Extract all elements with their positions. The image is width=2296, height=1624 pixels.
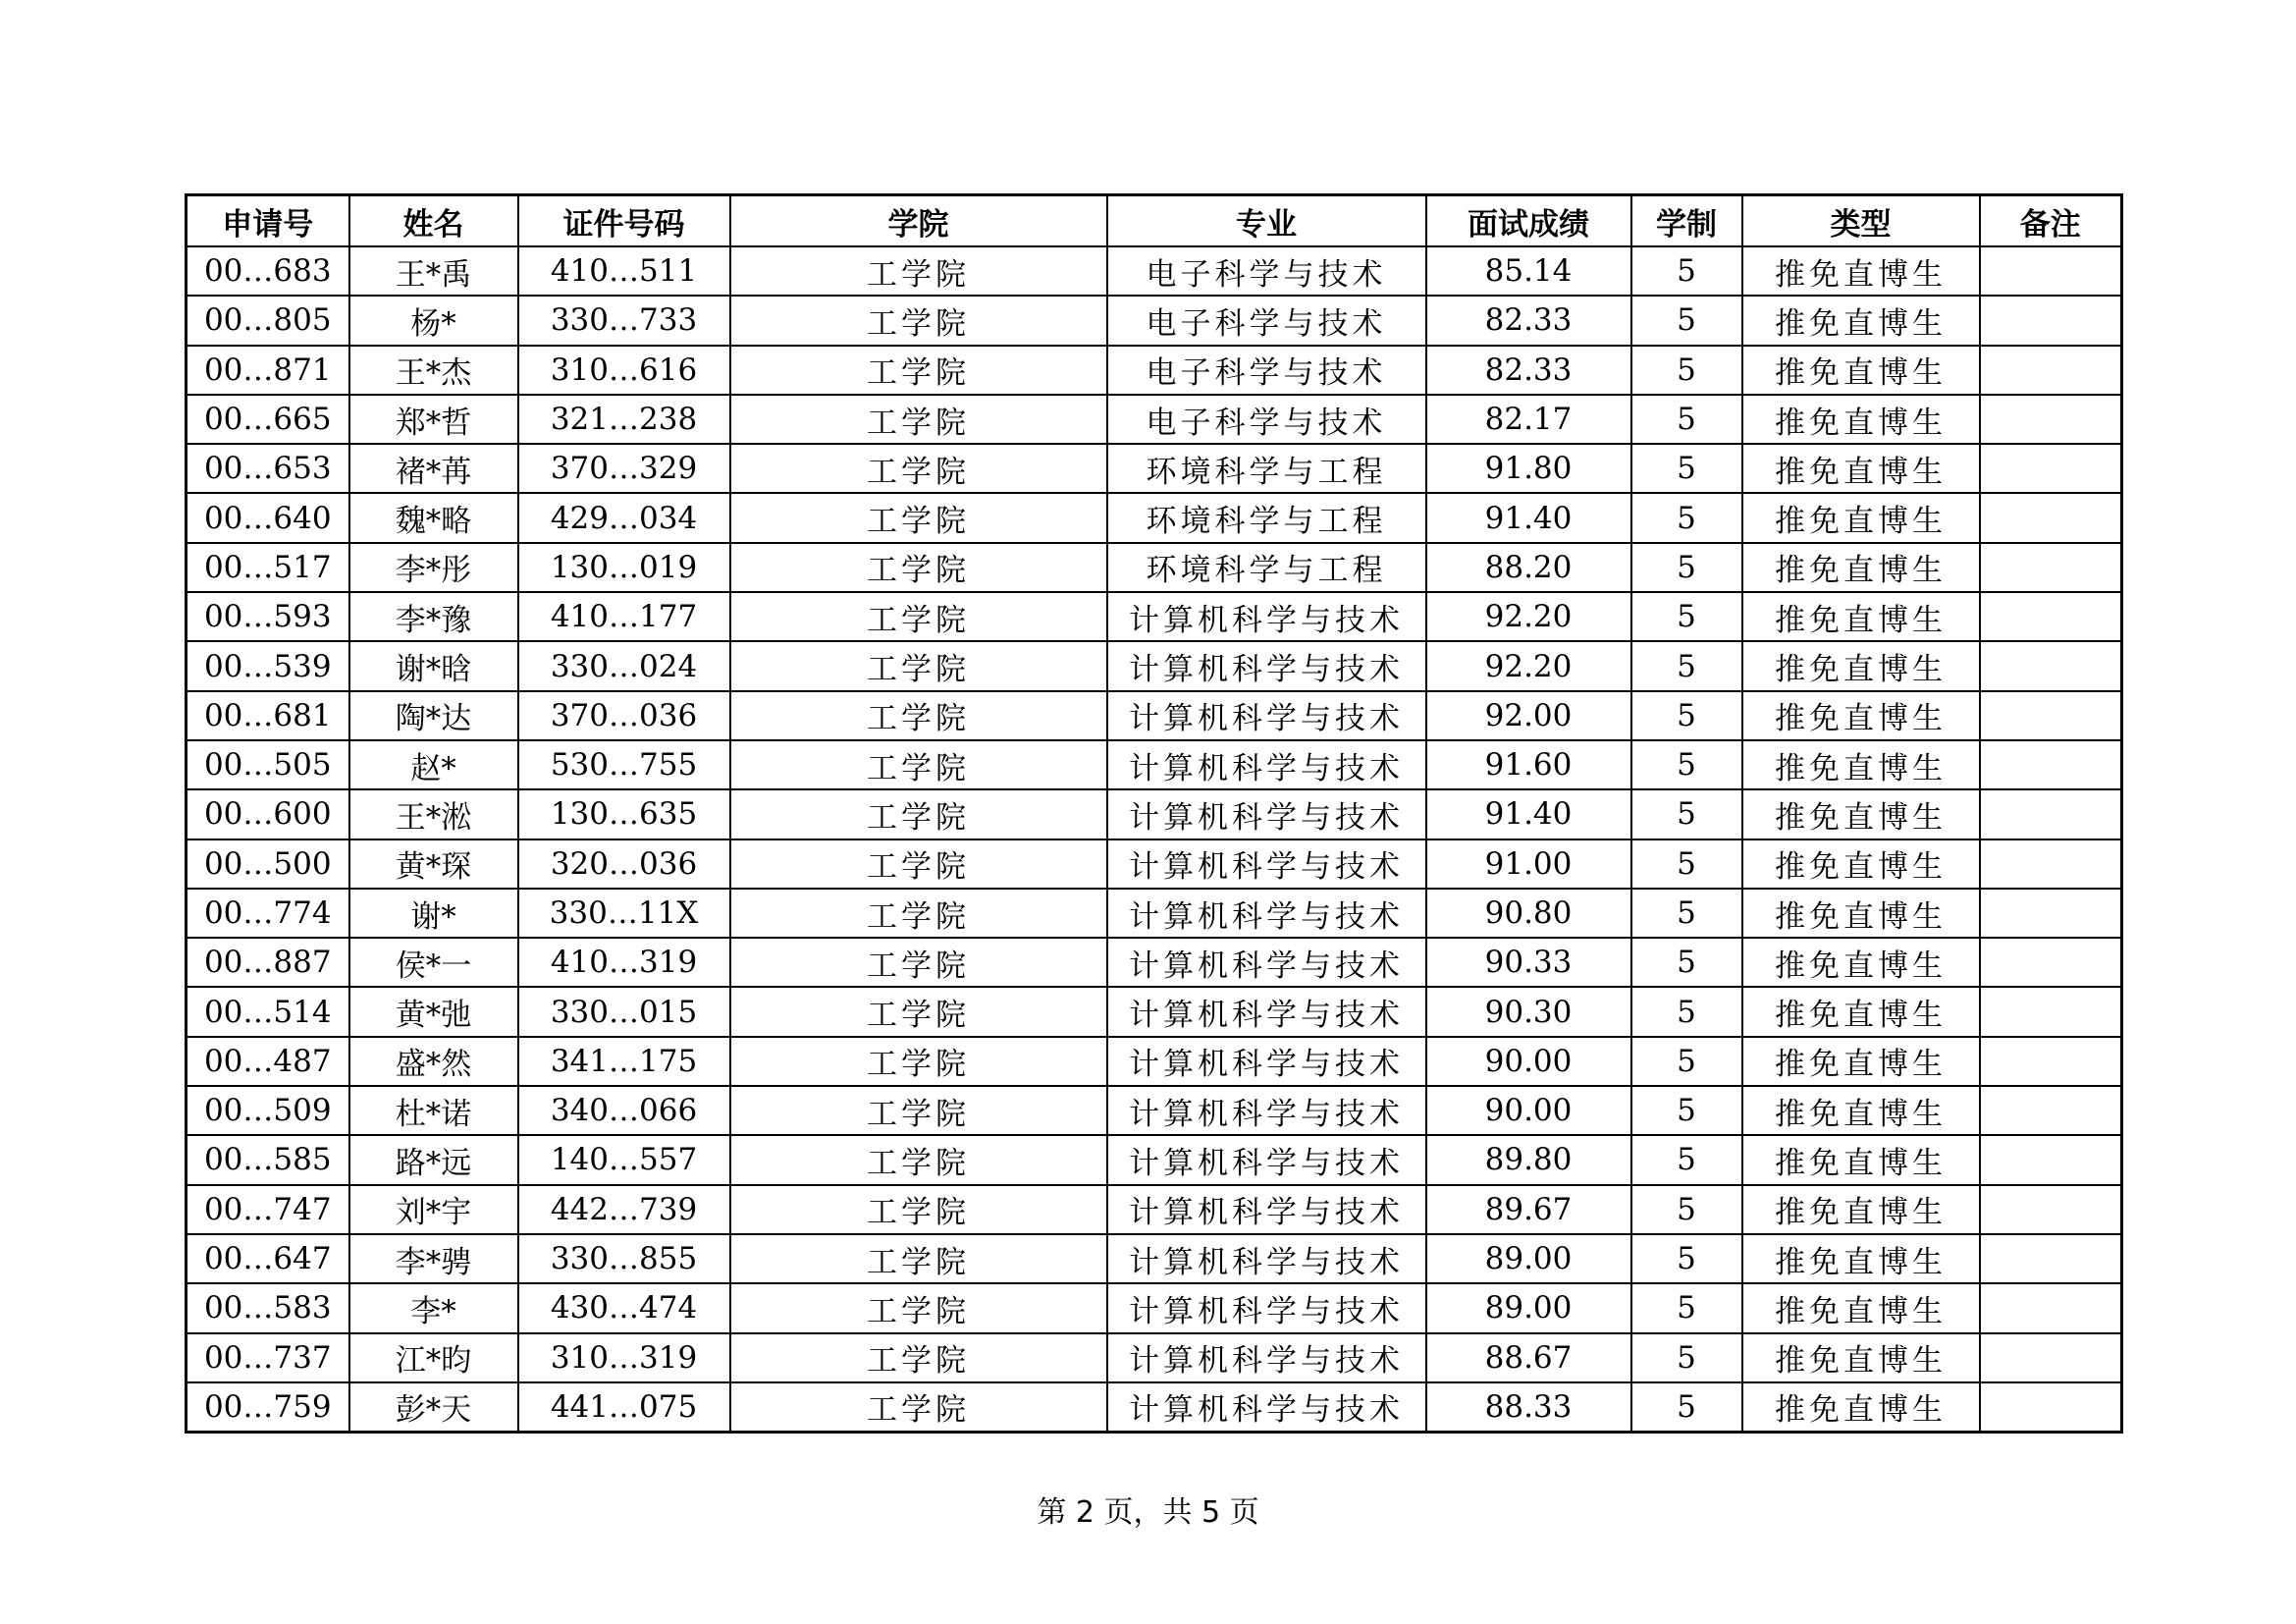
duration-cell: 5 [1631, 1234, 1742, 1283]
name-cell: 李*豫 [349, 592, 518, 641]
table-row [187, 1135, 2122, 1184]
college-cell: 工学院 [730, 296, 1107, 345]
college-cell: 工学院 [730, 938, 1107, 987]
id-number-cell: 310…319 [518, 1333, 730, 1382]
college-cell: 工学院 [730, 1135, 1107, 1184]
major-cell: 计算机科学与技术 [1107, 1135, 1426, 1184]
table-row [187, 740, 2122, 789]
table-row [187, 1185, 2122, 1234]
duration-cell: 5 [1631, 395, 1742, 444]
remarks-cell [1980, 1135, 2122, 1184]
name-cell: 赵* [349, 740, 518, 789]
duration-cell: 5 [1631, 1135, 1742, 1184]
id-number-cell: 310…616 [518, 346, 730, 395]
application-no-cell: 00…583 [187, 1283, 349, 1332]
header-name: 姓名 [349, 195, 518, 247]
type-cell: 推免直博生 [1742, 296, 1980, 345]
name-cell: 黄*弛 [349, 987, 518, 1036]
major-cell: 计算机科学与技术 [1107, 691, 1426, 740]
header-type: 类型 [1742, 195, 1980, 247]
remarks-cell [1980, 246, 2122, 296]
duration-cell: 5 [1631, 1185, 1742, 1234]
score-cell: 90.80 [1426, 889, 1631, 938]
duration-cell: 5 [1631, 641, 1742, 690]
application-no-cell: 00…665 [187, 395, 349, 444]
application-no-cell: 00…647 [187, 1234, 349, 1283]
duration-cell: 5 [1631, 493, 1742, 542]
id-number-cell: 321…238 [518, 395, 730, 444]
id-number-cell: 330…024 [518, 641, 730, 690]
score-cell: 89.00 [1426, 1234, 1631, 1283]
table-row [187, 543, 2122, 592]
type-cell: 推免直博生 [1742, 1135, 1980, 1184]
type-cell: 推免直博生 [1742, 493, 1980, 542]
id-number-cell: 410…319 [518, 938, 730, 987]
college-cell: 工学院 [730, 740, 1107, 789]
remarks-cell [1980, 1086, 2122, 1135]
id-number-cell: 530…755 [518, 740, 730, 789]
college-cell: 工学院 [730, 1234, 1107, 1283]
table-row [187, 1333, 2122, 1382]
id-number-cell: 429…034 [518, 493, 730, 542]
major-cell: 电子科学与技术 [1107, 346, 1426, 395]
college-cell: 工学院 [730, 395, 1107, 444]
major-cell: 电子科学与技术 [1107, 296, 1426, 345]
score-cell: 88.33 [1426, 1382, 1631, 1433]
table-row [187, 839, 2122, 889]
remarks-cell [1980, 1037, 2122, 1086]
application-no-cell: 00…653 [187, 444, 349, 493]
type-cell: 推免直博生 [1742, 789, 1980, 839]
type-cell: 推免直博生 [1742, 246, 1980, 296]
score-cell: 89.67 [1426, 1185, 1631, 1234]
application-no-cell: 00…487 [187, 1037, 349, 1086]
header-duration: 学制 [1631, 195, 1742, 247]
college-cell: 工学院 [730, 592, 1107, 641]
duration-cell: 5 [1631, 592, 1742, 641]
application-no-cell: 00…887 [187, 938, 349, 987]
name-cell: 刘*宇 [349, 1185, 518, 1234]
name-cell: 李*彤 [349, 543, 518, 592]
remarks-cell [1980, 592, 2122, 641]
remarks-cell [1980, 987, 2122, 1036]
application-no-cell: 00…517 [187, 543, 349, 592]
name-cell: 魏*略 [349, 493, 518, 542]
score-cell: 90.00 [1426, 1037, 1631, 1086]
remarks-cell [1980, 889, 2122, 938]
table-row [187, 493, 2122, 542]
application-no-cell: 00…759 [187, 1382, 349, 1433]
major-cell: 计算机科学与技术 [1107, 938, 1426, 987]
id-number-cell: 140…557 [518, 1135, 730, 1184]
table-row [187, 938, 2122, 987]
type-cell: 推免直博生 [1742, 691, 1980, 740]
remarks-cell [1980, 691, 2122, 740]
college-cell: 工学院 [730, 641, 1107, 690]
page-number: 第 2 页，共 5 页 [1037, 1495, 1259, 1530]
id-number-cell: 130…019 [518, 543, 730, 592]
id-number-cell: 330…11X [518, 889, 730, 938]
duration-cell: 5 [1631, 889, 1742, 938]
college-cell: 工学院 [730, 1333, 1107, 1382]
id-number-cell: 410…177 [518, 592, 730, 641]
remarks-cell [1980, 740, 2122, 789]
college-cell: 工学院 [730, 987, 1107, 1036]
type-cell: 推免直博生 [1742, 543, 1980, 592]
major-cell: 环境科学与工程 [1107, 444, 1426, 493]
type-cell: 推免直博生 [1742, 1382, 1980, 1433]
table-row [187, 789, 2122, 839]
id-number-cell: 430…474 [518, 1283, 730, 1332]
application-no-cell: 00…593 [187, 592, 349, 641]
application-no-cell: 00…774 [187, 889, 349, 938]
name-cell: 杜*诺 [349, 1086, 518, 1135]
score-cell: 90.33 [1426, 938, 1631, 987]
name-cell: 李*骋 [349, 1234, 518, 1283]
score-cell: 91.40 [1426, 493, 1631, 542]
score-cell: 82.33 [1426, 296, 1631, 345]
remarks-cell [1980, 1333, 2122, 1382]
application-no-cell: 00…737 [187, 1333, 349, 1382]
remarks-cell [1980, 1185, 2122, 1234]
duration-cell: 5 [1631, 1086, 1742, 1135]
type-cell: 推免直博生 [1742, 938, 1980, 987]
type-cell: 推免直博生 [1742, 444, 1980, 493]
score-cell: 89.80 [1426, 1135, 1631, 1184]
score-cell: 92.20 [1426, 592, 1631, 641]
major-cell: 计算机科学与技术 [1107, 740, 1426, 789]
score-cell: 82.17 [1426, 395, 1631, 444]
application-no-cell: 00…505 [187, 740, 349, 789]
type-cell: 推免直博生 [1742, 740, 1980, 789]
score-cell: 90.00 [1426, 1086, 1631, 1135]
id-number-cell: 340…066 [518, 1086, 730, 1135]
major-cell: 计算机科学与技术 [1107, 641, 1426, 690]
header-college: 学院 [730, 195, 1107, 247]
college-cell: 工学院 [730, 691, 1107, 740]
college-cell: 工学院 [730, 1283, 1107, 1332]
remarks-cell [1980, 938, 2122, 987]
score-cell: 90.30 [1426, 987, 1631, 1036]
name-cell: 侯*一 [349, 938, 518, 987]
remarks-cell [1980, 1382, 2122, 1433]
type-cell: 推免直博生 [1742, 1234, 1980, 1283]
name-cell: 谢*晗 [349, 641, 518, 690]
name-cell: 谢* [349, 889, 518, 938]
duration-cell: 5 [1631, 296, 1742, 345]
type-cell: 推免直博生 [1742, 395, 1980, 444]
header-application-no: 申请号 [187, 195, 349, 247]
score-cell: 88.20 [1426, 543, 1631, 592]
application-no-cell: 00…539 [187, 641, 349, 690]
header-major: 专业 [1107, 195, 1426, 247]
duration-cell: 5 [1631, 543, 1742, 592]
id-number-cell: 320…036 [518, 839, 730, 889]
major-cell: 计算机科学与技术 [1107, 1283, 1426, 1332]
table-row [187, 691, 2122, 740]
major-cell: 环境科学与工程 [1107, 493, 1426, 542]
name-cell: 杨* [349, 296, 518, 345]
header-interview-score: 面试成绩 [1426, 195, 1631, 247]
remarks-cell [1980, 346, 2122, 395]
duration-cell: 5 [1631, 346, 1742, 395]
id-number-cell: 370…036 [518, 691, 730, 740]
table-row [187, 1382, 2122, 1433]
table-row [187, 1283, 2122, 1332]
college-cell: 工学院 [730, 889, 1107, 938]
duration-cell: 5 [1631, 839, 1742, 889]
type-cell: 推免直博生 [1742, 839, 1980, 889]
application-no-cell: 00…600 [187, 789, 349, 839]
name-cell: 江*昀 [349, 1333, 518, 1382]
major-cell: 电子科学与技术 [1107, 246, 1426, 296]
name-cell: 王*淞 [349, 789, 518, 839]
score-cell: 92.00 [1426, 691, 1631, 740]
application-no-cell: 00…747 [187, 1185, 349, 1234]
remarks-cell [1980, 543, 2122, 592]
table-row [187, 592, 2122, 641]
id-number-cell: 370…329 [518, 444, 730, 493]
application-no-cell: 00…509 [187, 1086, 349, 1135]
name-cell: 盛*然 [349, 1037, 518, 1086]
application-no-cell: 00…514 [187, 987, 349, 1036]
header-id-number: 证件号码 [518, 195, 730, 247]
duration-cell: 5 [1631, 938, 1742, 987]
score-cell: 88.67 [1426, 1333, 1631, 1382]
id-number-cell: 330…855 [518, 1234, 730, 1283]
table-row [187, 296, 2122, 345]
college-cell: 工学院 [730, 1086, 1107, 1135]
name-cell: 路*远 [349, 1135, 518, 1184]
header-remarks: 备注 [1980, 195, 2122, 247]
college-cell: 工学院 [730, 444, 1107, 493]
type-cell: 推免直博生 [1742, 592, 1980, 641]
major-cell: 计算机科学与技术 [1107, 789, 1426, 839]
college-cell: 工学院 [730, 1185, 1107, 1234]
duration-cell: 5 [1631, 444, 1742, 493]
duration-cell: 5 [1631, 1283, 1742, 1332]
college-cell: 工学院 [730, 1382, 1107, 1433]
name-cell: 彭*天 [349, 1382, 518, 1433]
id-number-cell: 441…075 [518, 1382, 730, 1433]
remarks-cell [1980, 1234, 2122, 1283]
table-row [187, 889, 2122, 938]
id-number-cell: 330…733 [518, 296, 730, 345]
college-cell: 工学院 [730, 493, 1107, 542]
name-cell: 李* [349, 1283, 518, 1332]
score-cell: 91.60 [1426, 740, 1631, 789]
application-no-cell: 00…871 [187, 346, 349, 395]
score-cell: 91.00 [1426, 839, 1631, 889]
remarks-cell [1980, 641, 2122, 690]
college-cell: 工学院 [730, 789, 1107, 839]
major-cell: 计算机科学与技术 [1107, 987, 1426, 1036]
major-cell: 计算机科学与技术 [1107, 1086, 1426, 1135]
duration-cell: 5 [1631, 987, 1742, 1036]
type-cell: 推免直博生 [1742, 889, 1980, 938]
table-row [187, 444, 2122, 493]
remarks-cell [1980, 395, 2122, 444]
duration-cell: 5 [1631, 740, 1742, 789]
table-row [187, 1086, 2122, 1135]
major-cell: 电子科学与技术 [1107, 395, 1426, 444]
table-row [187, 395, 2122, 444]
major-cell: 计算机科学与技术 [1107, 1037, 1426, 1086]
major-cell: 环境科学与工程 [1107, 543, 1426, 592]
name-cell: 王*杰 [349, 346, 518, 395]
major-cell: 计算机科学与技术 [1107, 1382, 1426, 1433]
major-cell: 计算机科学与技术 [1107, 839, 1426, 889]
remarks-cell [1980, 1283, 2122, 1332]
application-no-cell: 00…585 [187, 1135, 349, 1184]
type-cell: 推免直博生 [1742, 346, 1980, 395]
id-number-cell: 341…175 [518, 1037, 730, 1086]
header-row [187, 195, 2122, 247]
table-row [187, 246, 2122, 296]
remarks-cell [1980, 789, 2122, 839]
id-number-cell: 130…635 [518, 789, 730, 839]
duration-cell: 5 [1631, 691, 1742, 740]
college-cell: 工学院 [730, 246, 1107, 296]
id-number-cell: 330…015 [518, 987, 730, 1036]
college-cell: 工学院 [730, 839, 1107, 889]
college-cell: 工学院 [730, 543, 1107, 592]
admission-table [185, 193, 2123, 1434]
type-cell: 推免直博生 [1742, 1086, 1980, 1135]
major-cell: 计算机科学与技术 [1107, 1234, 1426, 1283]
application-no-cell: 00…683 [187, 246, 349, 296]
remarks-cell [1980, 493, 2122, 542]
score-cell: 89.00 [1426, 1283, 1631, 1332]
major-cell: 计算机科学与技术 [1107, 1333, 1426, 1382]
type-cell: 推免直博生 [1742, 987, 1980, 1036]
remarks-cell [1980, 444, 2122, 493]
name-cell: 褚*苒 [349, 444, 518, 493]
id-number-cell: 410…511 [518, 246, 730, 296]
duration-cell: 5 [1631, 1333, 1742, 1382]
remarks-cell [1980, 839, 2122, 889]
table-row [187, 1234, 2122, 1283]
major-cell: 计算机科学与技术 [1107, 889, 1426, 938]
remarks-cell [1980, 296, 2122, 345]
duration-cell: 5 [1631, 246, 1742, 296]
major-cell: 计算机科学与技术 [1107, 1185, 1426, 1234]
name-cell: 王*禹 [349, 246, 518, 296]
type-cell: 推免直博生 [1742, 1333, 1980, 1382]
table-row [187, 346, 2122, 395]
duration-cell: 5 [1631, 1037, 1742, 1086]
name-cell: 黄*琛 [349, 839, 518, 889]
college-cell: 工学院 [730, 346, 1107, 395]
application-no-cell: 00…681 [187, 691, 349, 740]
score-cell: 85.14 [1426, 246, 1631, 296]
id-number-cell: 442…739 [518, 1185, 730, 1234]
score-cell: 91.40 [1426, 789, 1631, 839]
table-row [187, 987, 2122, 1036]
type-cell: 推免直博生 [1742, 641, 1980, 690]
type-cell: 推免直博生 [1742, 1283, 1980, 1332]
application-no-cell: 00…500 [187, 839, 349, 889]
duration-cell: 5 [1631, 1382, 1742, 1433]
score-cell: 82.33 [1426, 346, 1631, 395]
type-cell: 推免直博生 [1742, 1185, 1980, 1234]
application-no-cell: 00…805 [187, 296, 349, 345]
table-row [187, 641, 2122, 690]
type-cell: 推免直博生 [1742, 1037, 1980, 1086]
score-cell: 92.20 [1426, 641, 1631, 690]
duration-cell: 5 [1631, 789, 1742, 839]
name-cell: 陶*达 [349, 691, 518, 740]
name-cell: 郑*哲 [349, 395, 518, 444]
table-row [187, 1037, 2122, 1086]
college-cell: 工学院 [730, 1037, 1107, 1086]
score-cell: 91.80 [1426, 444, 1631, 493]
major-cell: 计算机科学与技术 [1107, 592, 1426, 641]
application-no-cell: 00…640 [187, 493, 349, 542]
